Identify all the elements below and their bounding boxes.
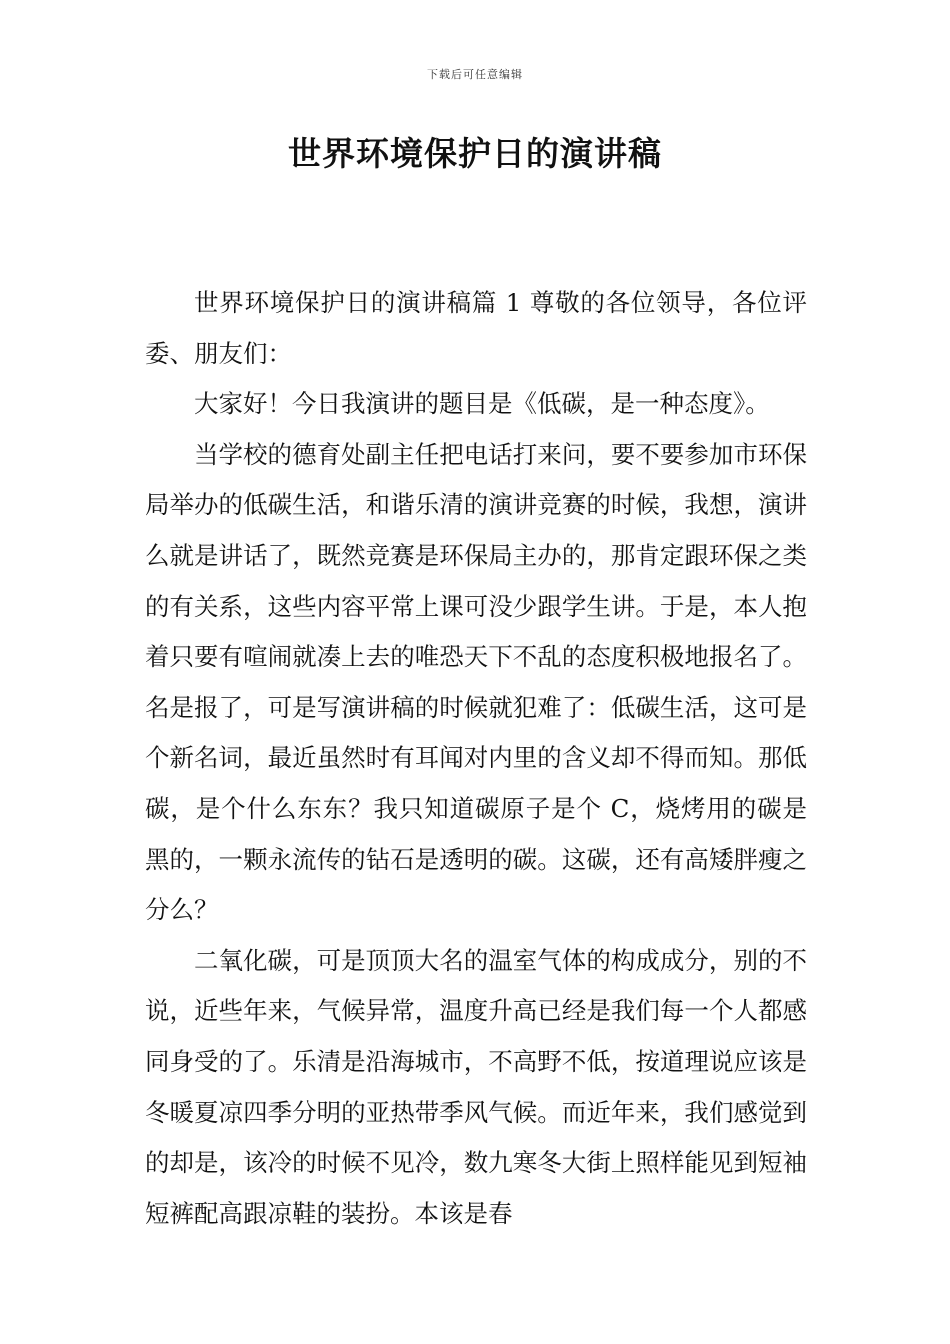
document-title: 世界环境保护日的演讲稿: [288, 134, 662, 173]
paragraph: 大家好！今日我演讲的题目是《低碳，是一种态度》。: [194, 389, 770, 419]
paragraph: 当学校的德育处副主任把电话打来问，要不要参加市环保局举办的低碳生活，和谐乐清的演讲竞赛的时候，我想，演讲么就是讲话了，既然竞赛是环保局主办的，那肯定跟环保之类的有关系，这些内容平常上课可没少跟学生讲。于是，本人抱着只要有喧闹就凑上去的唯恐天下不乱的态度积极地报名了。名是报了，可是写演讲稿的时候就犯难了：低碳生活，这可是个新名词，最近虽然时有耳闻对内里的含义却不得而知。那低碳，是个什么东东？我只知道碳原子是个 C，烧烤用的碳是黑的，一颗永流传的钻石是透明的碳。这碳，还有高矮胖瘦之分么？: [145, 439, 807, 925]
paragraph: 二氧化碳，可是顶顶大名的温室气体的构成成分，别的不说，近些年来，气候异常，温度升高已经是我们每一个人都感同身受的了。乐清是沿海城市，不高野不低，按道理说应该是冬暖夏凉四季分明的亚热带季风气候。而近年来，我们感觉到的却是，该冷的时候不见冷，数九寒冬大街上照样能见到短袖短裤配高跟凉鞋的装扮。本该是春: [145, 945, 807, 1228]
header-note: 下载后可任意编辑: [427, 68, 523, 81]
paragraph: 世界环境保护日的演讲稿篇 1 尊敬的各位领导，各位评委、朋友们：: [145, 288, 807, 368]
document-body: [145, 278, 807, 1239]
